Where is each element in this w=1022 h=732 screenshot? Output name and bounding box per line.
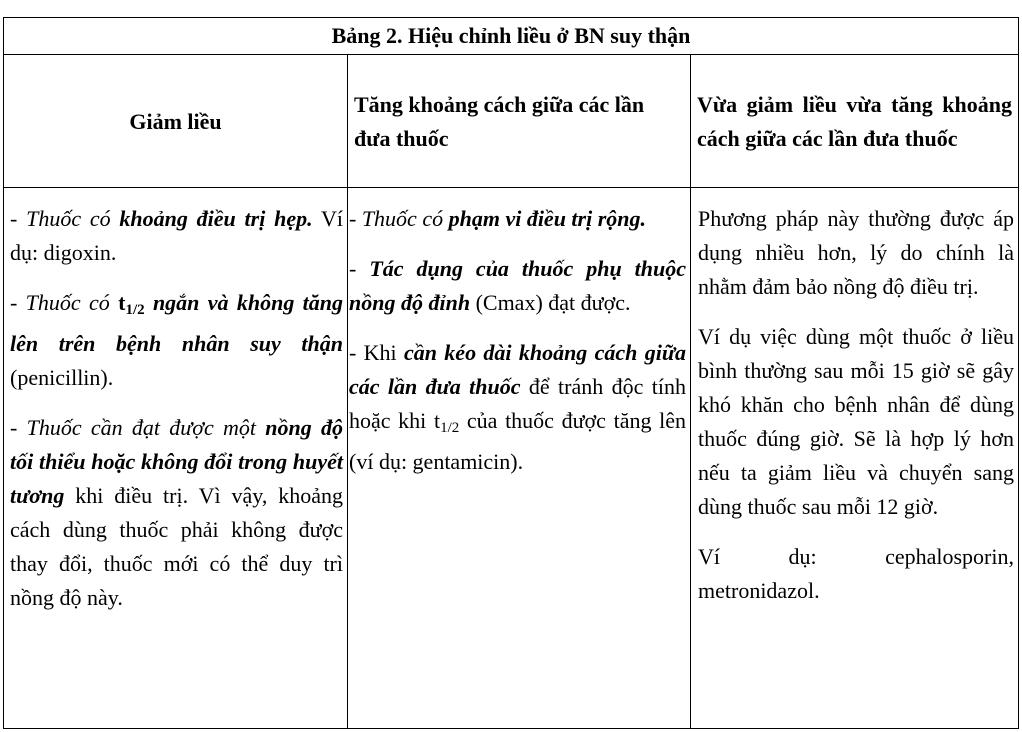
cell-dose-reduction <box>10 202 343 631</box>
header-interval-extension: Tăng khoảng cách giữa các lần đưa thuốc <box>354 91 645 151</box>
paragraph: Ví dụ việc dùng một thuốc ở liều bình thường sau mỗi 15 giờ sẽ gây khó khăn cho bệnh nhân để dùng thuốc đúng giờ. Sẽ là hợp lý hơn nếu ta giảm liều và chuyển sang dùng thuốc sau mỗi 12 giờ. <box>698 324 1014 519</box>
paragraph: - Thuốc có phạm vi điều trị rộng. <box>349 206 647 231</box>
dose-adjustment-table <box>3 17 1019 729</box>
paragraph: - Thuốc có khoảng điều trị hẹp. Ví dụ: digoxin. <box>10 206 344 265</box>
paragraph: Ví dụ: cephalosporin, metronidazol. <box>698 544 1014 603</box>
cell-interval-extension <box>349 202 686 495</box>
header-divider <box>4 187 1018 188</box>
paragraph: Phương pháp này thường được áp dụng nhiều hơn, lý do chính là nhằm đảm bảo nồng độ điều trị. <box>698 206 1014 299</box>
paragraph: - Thuốc cần đạt được một nồng độ tối thiểu hoặc không đổi trong huyết tương khi điều trị. Vì vậy, khoảng cách dùng thuốc phải không được thay đổi, thuốc mới có thể duy trì nồng độ này. <box>10 415 343 610</box>
table-title: Bảng 2. Hiệu chỉnh liều ở BN suy thận <box>4 18 1018 55</box>
paragraph: - Tác dụng của thuốc phụ thuộc nồng độ đỉnh (Cmax) đạt được. <box>349 256 687 315</box>
cell-combined-method <box>698 202 1014 624</box>
paragraph: - Thuốc có $t_{1/2}$ ngắn và không tăng lên trên bệnh nhân suy thận (penicillin). <box>10 290 344 390</box>
header-combined-method: Vừa giảm liều vừa tăng khoảng cách giữa các lần đưa thuốc <box>697 91 1012 151</box>
header-dose-reduction: Giảm liều <box>129 108 222 134</box>
paragraph: - Khi cần kéo dài khoảng cách giữa các lần đưa thuốc để tránh độc tính hoặc khi $t_{1/2}$ của thuốc được tăng lên (ví dụ: gentamicin). <box>349 340 687 474</box>
